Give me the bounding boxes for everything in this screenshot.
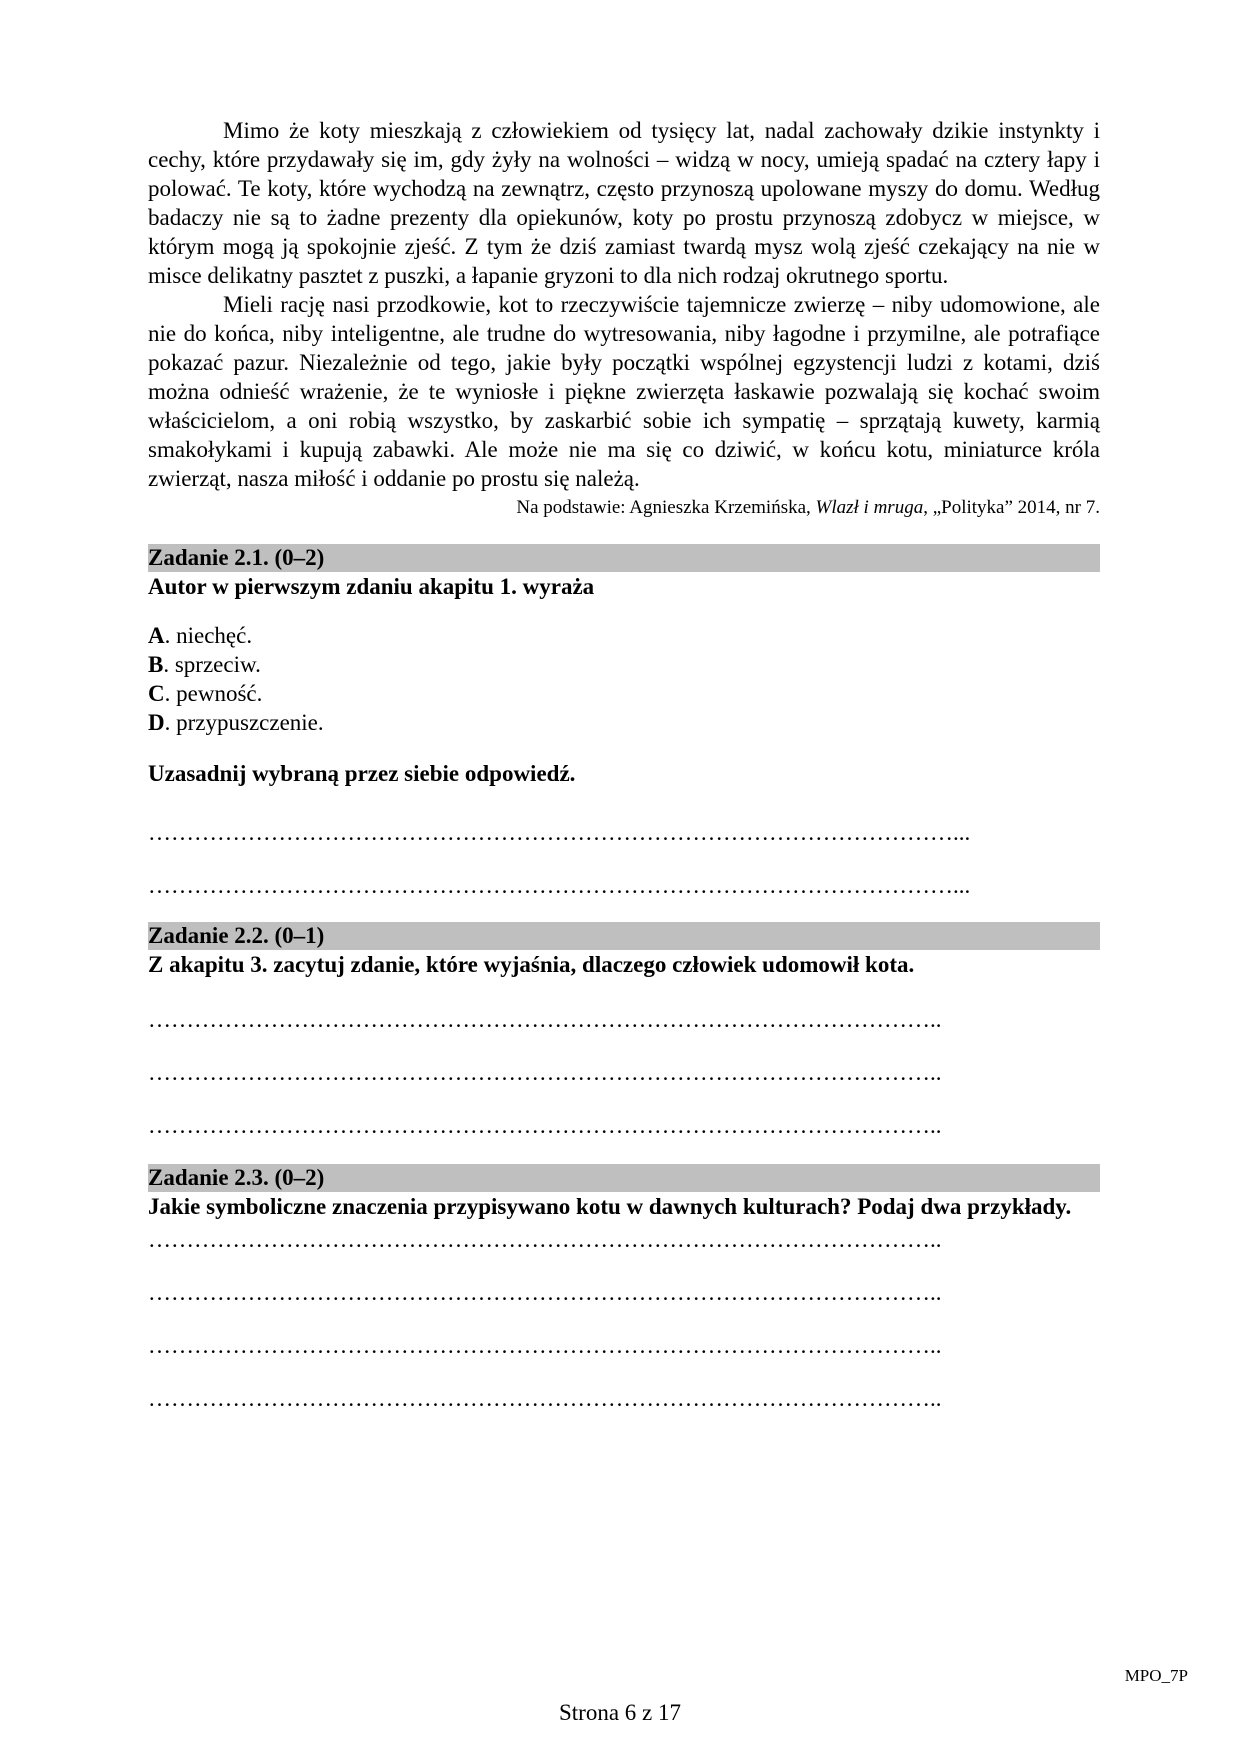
task-2-2-question: Z akapitu 3. zacytuj zdanie, które wyjaśnia, dlaczego człowiek udomowił kota. <box>148 952 915 977</box>
answer-line[interactable]: ……………………………………………………………………………………………... <box>148 820 971 845</box>
option-letter: A <box>148 623 165 648</box>
option-text: . niechęć. <box>164 623 253 648</box>
option-letter: D <box>148 710 165 735</box>
task-2-3-question: Jakie symboliczne znaczenia przypisywano kotu w dawnych kulturach? Podaj dwa przykłady. <box>148 1194 1072 1219</box>
task-2-1-header: Zadanie 2.1. (0–2) <box>148 544 1100 572</box>
option-text: . pewność. <box>164 681 263 706</box>
answer-line[interactable]: ………………………………………………………………………………………….. <box>148 1227 942 1252</box>
exam-code: MPO_7P <box>1124 1666 1188 1685</box>
article-paragraph-2: Mieli rację nasi przodkowie, kot to rzeczywiście tajemnicze zwierzę – niby udomowione, ale nie do końca, niby inteligentne, ale trudne do wytresowania, niby łagodne i przymilne, ale potrafiące pokazać pazur. Niezależnie od tego, jakie były początki wspólnej egzystencji ludzi z kotami, dziś można odnieść wrażenie, że te wyniosłe i piękne zwierzęta łaskawie pozwalają się kochać swoim właścicielom, a oni robią wszystko, by zaskarbić sobie ich sympatię – sprzątają kuwety, karmią smakołykami i kupują zabawki. Ale może nie ma się co dziwić, w końcu kotu, miniaturce króla zwierząt, nasza miłość i oddanie po prostu się należą. <box>148 292 1100 491</box>
article-paragraph-1: Mimo że koty mieszkają z człowiekiem od tysięcy lat, nadal zachowały dzikie instynkty i cechy, które przydawały się im, gdy żyły na wolności – widzą w nocy, umieją spadać na cztery łapy i polować. Te koty, które wychodzą na zewnątrz, często przynoszą upolowane myszy do domu. Według badaczy nie są to żadne prezenty dla opiekunów, koty po prostu przynoszą zdobycz w miejsce, w którym mogą ją spokojnie zjeść. Z tym że dziś zamiast twardą mysz wolą zjeść czekający na nie w misce delikatny pasztet z puszki, a łapanie gryzoni to dla nich rodzaj okrutnego sportu. <box>148 118 1100 288</box>
option-b <box>148 650 1100 679</box>
task-2-1-question: Autor w pierwszym zdaniu akapitu 1. wyraża <box>148 574 595 599</box>
task-2-3-header: Zadanie 2.3. (0–2) <box>148 1164 1100 1192</box>
page-number: Strona 6 z 17 <box>558 1700 681 1725</box>
answer-line[interactable]: ………………………………………………………………………………………….. <box>148 1007 942 1032</box>
task-2-1-subquestion: Uzasadnij wybraną przez siebie odpowiedź. <box>148 761 576 786</box>
source-prefix: Na podstawie: Agnieszka Krzemińska, <box>516 497 816 518</box>
option-letter: B <box>148 652 164 677</box>
task-2-1-options <box>148 621 1100 737</box>
answer-line[interactable]: ………………………………………………………………………………………….. <box>148 1333 942 1358</box>
option-a <box>148 621 1100 650</box>
option-letter: C <box>148 681 165 706</box>
source-suffix: , „Polityka” 2014, nr 7. <box>923 497 1100 518</box>
option-text: . sprzeciw. <box>163 652 261 677</box>
page-content <box>148 116 1100 1413</box>
answer-line[interactable]: ……………………………………………………………………………………………... <box>148 873 971 898</box>
option-c <box>148 679 1100 708</box>
source-title: Wlazł i mruga <box>815 497 924 518</box>
answer-line[interactable]: ………………………………………………………………………………………….. <box>148 1060 942 1085</box>
answer-line[interactable]: ………………………………………………………………………………………….. <box>148 1386 942 1411</box>
option-d <box>148 708 1100 737</box>
answer-line[interactable]: ………………………………………………………………………………………….. <box>148 1113 942 1138</box>
task-2-2-header: Zadanie 2.2. (0–1) <box>148 922 1100 950</box>
article-source <box>148 496 1100 520</box>
answer-line[interactable]: ………………………………………………………………………………………….. <box>148 1280 942 1305</box>
option-text: . przypuszczenie. <box>164 710 324 735</box>
